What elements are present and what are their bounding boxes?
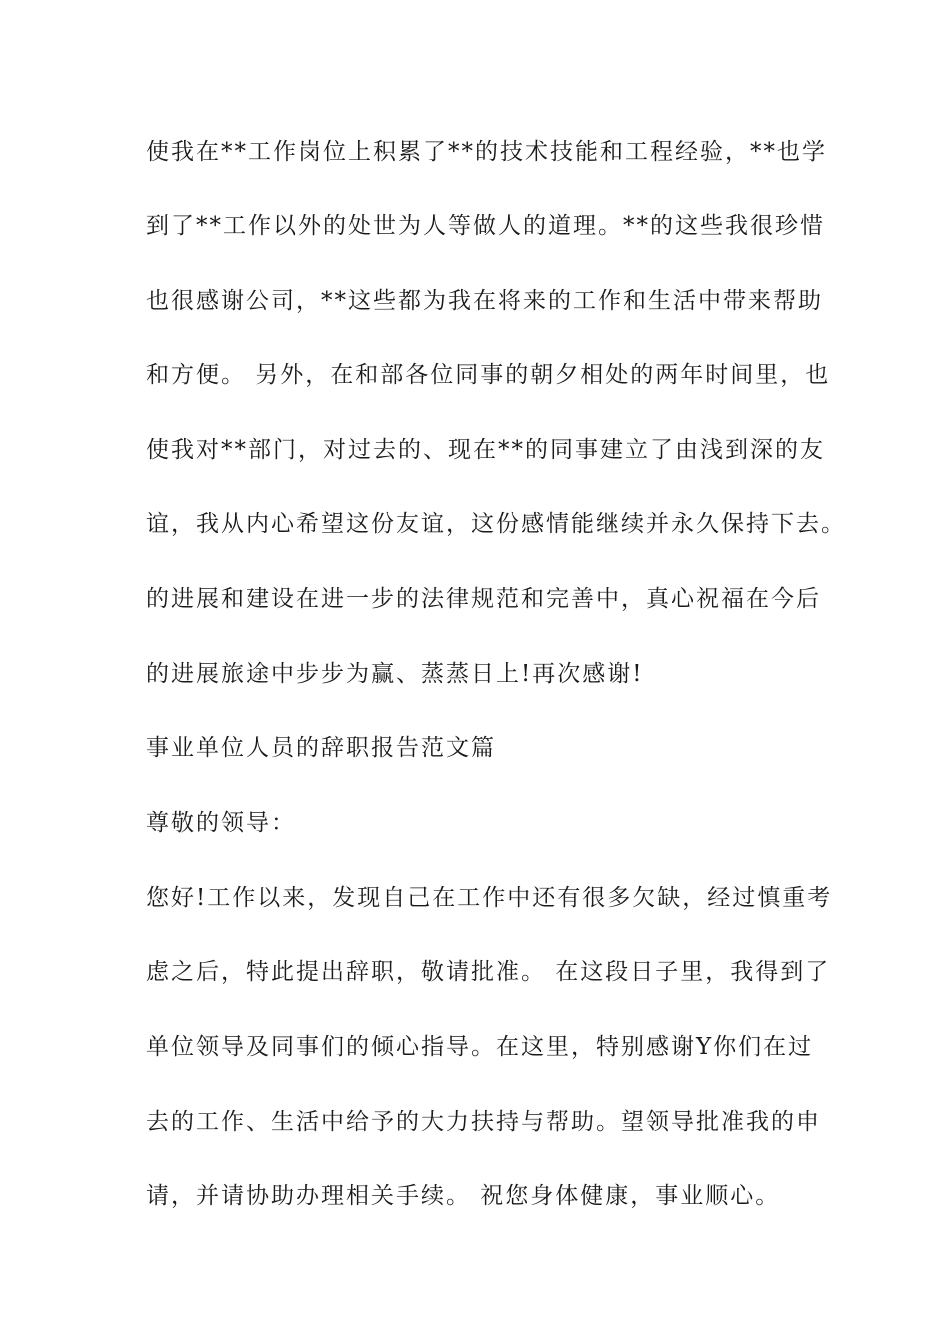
paragraph-line: 的进展旅途中步步为赢、蒸蒸日上!再次感谢! (146, 661, 644, 687)
paragraph-line: 的进展和建设在进一步的法律规范和完善中，真心祝福在今后 (146, 586, 821, 612)
salutation: 尊敬的领导： (146, 810, 296, 836)
paragraph-line: 谊，我从内心希望这份友谊，这份感情能继续并永久保持下去。 (146, 511, 846, 537)
section-heading: 事业单位人员的辞职报告范文篇 (146, 735, 496, 761)
paragraph-line: 使我在**工作岗位上积累了**的技术技能和工程经验，**也学 (146, 139, 827, 165)
paragraph-line: 去的工作、生活中给予的大力扶持与帮助。望领导批准我的申 (146, 1109, 821, 1135)
paragraph-line: 您好!工作以来，发现自己在工作中还有很多欠缺，经过慎重考 (146, 885, 833, 911)
paragraph-line: 虑之后，特此提出辞职，敬请批准。 在这段日子里，我得到了 (146, 959, 831, 985)
paragraph-line: 到了**工作以外的处世为人等做人的道理。**的这些我很珍惜 (146, 213, 825, 239)
paragraph-line: 单位领导及同事们的倾心指导。在这里，特别感谢Y你们在过 (146, 1034, 814, 1060)
paragraph-line: 和方便。 另外，在和部各位同事的朝夕相处的两年时间里，也 (146, 362, 831, 388)
paragraph-line: 也很感谢公司，**这些都为我在将来的工作和生活中带来帮助 (146, 288, 823, 314)
paragraph-line: 请，并请协助办理相关手续。 祝您身体健康，事业顺心。 (146, 1183, 781, 1209)
paragraph-line: 使我对**部门，对过去的、现在**的同事建立了由浅到深的友 (146, 437, 825, 463)
